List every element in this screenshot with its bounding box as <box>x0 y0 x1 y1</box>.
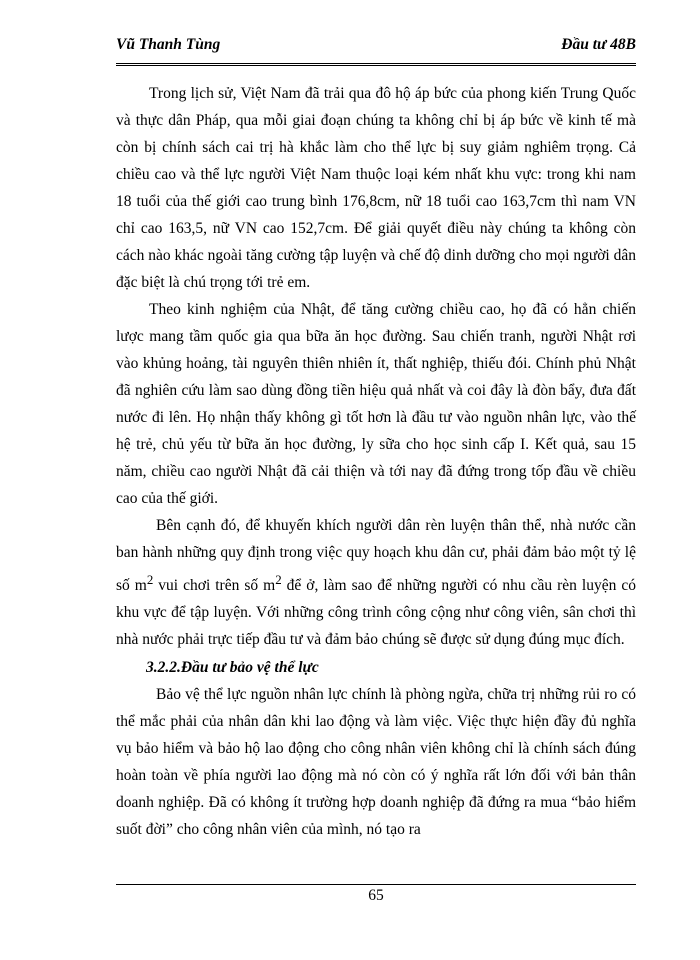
superscript-1: 2 <box>146 572 154 587</box>
paragraph-history: Trong lịch sử, Việt Nam đã trải qua đô hộ áp bức của phong kiến Trung Quốc và thực dân Pháp, qua mỗi giai đoạn chúng ta không chỉ bị áp bức về kinh tế mà còn bị chính sách cai trị hà khắc làm cho thể lực bị suy giảm nghiêm trọng. Cả chiều cao và thể lực người Việt Nam thuộc loại kém nhất khu vực: trong khi nam 18 tuổi của thế giới cao trung bình 176,8cm, nữ 18 tuổi cao 163,7cm thì nam VN chỉ cao 163,5, nữ VN cao 152,7cm. Để giải quyết điều này chúng ta không còn cách nào khác ngoài tăng cường tập luyện và chế độ dinh dưỡng cho mọi người dân đặc biệt là chú trọng tới trẻ em. <box>116 85 636 291</box>
paragraph-3-text-1: Bên cạnh đó, để khuyến khích người dân rèn luyện thân thể, nhà nước cần ban hành những quy định trong việc quy hoạch khu dân cư, phải đảm bảo một tỷ lệ số m <box>116 517 636 595</box>
header-class: Đầu tư 48B <box>561 36 636 53</box>
page-header <box>116 34 636 62</box>
superscript-2: 2 <box>275 572 282 587</box>
paragraph-3-text-2: vui chơi trên số m <box>153 577 276 595</box>
paragraph-residential-planning <box>116 512 636 653</box>
footer-divider <box>116 884 636 885</box>
paragraph-3-text-3: để ở, làm sao để những người có nhu cầu rèn luyện có khu vực để tập luyện. Với những công trình công cộng như công viên, sân chơi thì nhà nước phải trực tiếp đầu tư và đảm bảo chúng sẽ được sử dụng đúng mục đích. <box>116 577 636 649</box>
paragraph-labor-protection: Bảo vệ thể lực nguồn nhân lực chính là phòng ngừa, chữa trị những rủi ro có thể mắc phải của nhân dân khi lao động và làm việc. Việc thực hiện đầy đủ nghĩa vụ bảo hiểm và bảo hộ lao động cho công nhân viên không chỉ là chính sách đúng hoàn toàn về phía người lao động mà nó còn có ý nghĩa rất lớn đối với bản thân doanh nghiệp. Đã có không ít trường hợp doanh nghiệp đã đứng ra mua “bảo hiểm suốt đời” cho công nhân viên của mình, nó tạo ra <box>116 686 636 839</box>
header-author: Vũ Thanh Tùng <box>116 36 221 53</box>
section-heading: 3.2.2.Đầu tư bảo vệ thể lực <box>146 659 319 677</box>
header-divider <box>116 63 636 66</box>
document-body <box>116 80 636 843</box>
paragraph-japan-experience: Theo kinh nghiệm của Nhật, để tăng cường chiều cao, họ đã có hẳn chiến lược mang tầm quốc gia qua bữa ăn học đường. Sau chiến tranh, người Nhật rơi vào khủng hoảng, tài nguyên thiên nhiên ít, thất nghiệp, thiếu đói. Chính phủ Nhật đã nghiên cứu làm sao dùng đồng tiền hiệu quả nhất và coi đây là đòn bẩy, đưa đất nước đi lên. Họ nhận thấy không gì tốt hơn là đầu tư vào nguồn nhân lực, vào thế hệ trẻ, chủ yếu từ bữa ăn học đường, ly sữa cho học sinh cấp I. Kết quả, sau 15 năm, chiều cao người Nhật đã cải thiện và tới nay đã đứng trong tốp đầu về chiều cao của thế giới. <box>116 301 636 507</box>
page-number: 65 <box>368 887 384 904</box>
